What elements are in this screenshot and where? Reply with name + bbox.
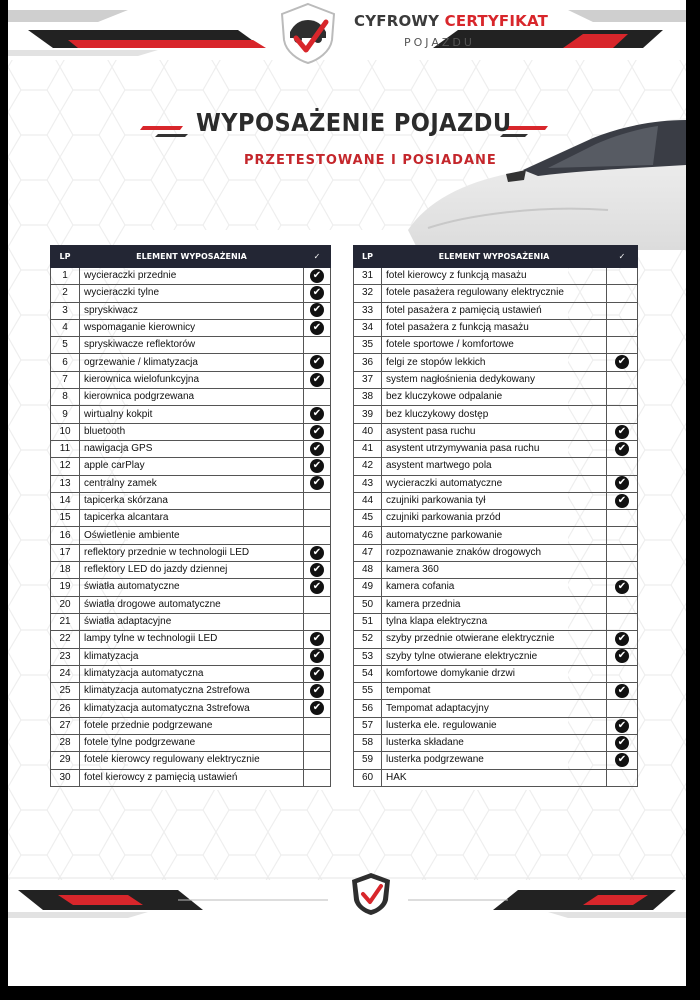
- equipment-name: tapicerka skórzana: [80, 492, 304, 509]
- table-row: [51, 665, 331, 682]
- equipment-name: wycieraczki przednie: [80, 268, 304, 285]
- row-number: 54: [354, 665, 382, 682]
- equipment-name: apple carPlay: [80, 458, 304, 475]
- table-row: [51, 492, 331, 509]
- brand-part2: CERTYFIKAT: [444, 12, 549, 30]
- check-cell: [304, 544, 331, 561]
- table-row: [51, 354, 331, 371]
- row-number: 40: [354, 423, 382, 440]
- check-cell: [304, 440, 331, 457]
- table-row: [51, 683, 331, 700]
- check-cell: [304, 579, 331, 596]
- equipment-name: fotel pasażera z pamięcią ustawień: [382, 302, 607, 319]
- table-row: [51, 562, 331, 579]
- table-row: [51, 752, 331, 769]
- car-illustration: [388, 110, 686, 260]
- check-cell: [304, 665, 331, 682]
- row-number: 58: [354, 735, 382, 752]
- column-header-element: ELEMENT WYPOSAŻENIA: [80, 246, 304, 268]
- equipment-name: fotel pasażera z funkcją masażu: [382, 319, 607, 336]
- check-cell: [304, 648, 331, 665]
- check-cell: [607, 596, 638, 613]
- equipment-name: Tempomat adaptacyjny: [382, 700, 607, 717]
- check-cell: [304, 752, 331, 769]
- check-cell: [304, 285, 331, 302]
- column-header-lp: LP: [51, 246, 80, 268]
- equipment-name: kierownica podgrzewana: [80, 389, 304, 406]
- check-cell: [607, 268, 638, 285]
- check-cell: [607, 406, 638, 423]
- row-number: 47: [354, 544, 382, 561]
- check-circle-icon: ✔: [310, 632, 324, 646]
- table-row: [354, 475, 638, 492]
- check-cell: [607, 423, 638, 440]
- row-number: 33: [354, 302, 382, 319]
- equipment-name: system nagłośnienia dedykowany: [382, 371, 607, 388]
- check-cell: [607, 492, 638, 509]
- check-cell: [304, 354, 331, 371]
- equipment-name: Oświetlenie ambiente: [80, 527, 304, 544]
- brand-name: [354, 12, 548, 30]
- row-number: 48: [354, 562, 382, 579]
- check-cell: [304, 475, 331, 492]
- equipment-name: asystent martwego pola: [382, 458, 607, 475]
- row-number: 56: [354, 700, 382, 717]
- check-cell: [304, 735, 331, 752]
- row-number: 37: [354, 371, 382, 388]
- check-circle-icon: ✔: [615, 442, 629, 456]
- equipment-name: wirtualny kokpit: [80, 406, 304, 423]
- check-circle-icon: ✔: [310, 649, 324, 663]
- row-number: 6: [51, 354, 80, 371]
- row-number: 3: [51, 302, 80, 319]
- row-number: 10: [51, 423, 80, 440]
- equipment-name: wycieraczki tylne: [80, 285, 304, 302]
- table-row: [354, 440, 638, 457]
- check-cell: [607, 458, 638, 475]
- row-number: 15: [51, 510, 80, 527]
- check-cell: [607, 648, 638, 665]
- equipment-name: światła adaptacyjne: [80, 613, 304, 630]
- equipment-name: tempomat: [382, 683, 607, 700]
- check-cell: [607, 354, 638, 371]
- table-row: [51, 302, 331, 319]
- table-row: [51, 337, 331, 354]
- equipment-name: tylna klapa elektryczna: [382, 613, 607, 630]
- equipment-name: reflektory przednie w technologii LED: [80, 544, 304, 561]
- table-row: [354, 562, 638, 579]
- equipment-name: HAK: [382, 769, 607, 786]
- row-number: 21: [51, 613, 80, 630]
- check-cell: [304, 527, 331, 544]
- table-row: [354, 579, 638, 596]
- row-number: 7: [51, 371, 80, 388]
- check-cell: [304, 302, 331, 319]
- equipment-name: klimatyzacja automatyczna 2strefowa: [80, 683, 304, 700]
- equipment-name: fotel kierowcy z funkcją masażu: [382, 268, 607, 285]
- equipment-name: fotel kierowcy z pamięcią ustawień: [80, 769, 304, 786]
- table-row: [354, 769, 638, 786]
- table-row: [51, 631, 331, 648]
- check-cell: [607, 579, 638, 596]
- brand-subtitle: POJAZDU: [404, 36, 475, 49]
- table-row: [354, 371, 638, 388]
- table-row: [354, 285, 638, 302]
- check-circle-icon: ✔: [310, 701, 324, 715]
- table-row: [51, 613, 331, 630]
- check-cell: [304, 458, 331, 475]
- equipment-name: szyby tylne otwierane elektrycznie: [382, 648, 607, 665]
- check-cell: [607, 752, 638, 769]
- check-cell: [607, 527, 638, 544]
- row-number: 18: [51, 562, 80, 579]
- table-row: [51, 475, 331, 492]
- row-number: 43: [354, 475, 382, 492]
- row-number: 16: [51, 527, 80, 544]
- equipment-name: komfortowe domykanie drzwi: [382, 665, 607, 682]
- table-row: [354, 596, 638, 613]
- table-row: [354, 717, 638, 734]
- equipment-name: kierownica wielofunkcyjna: [80, 371, 304, 388]
- equipment-table-left: [50, 245, 331, 787]
- check-cell: [607, 717, 638, 734]
- equipment-name: asystent utrzymywania pasa ruchu: [382, 440, 607, 457]
- equipment-name: bluetooth: [80, 423, 304, 440]
- check-cell: [304, 268, 331, 285]
- equipment-name: klimatyzacja automatyczna: [80, 665, 304, 682]
- check-cell: [607, 683, 638, 700]
- check-cell: [304, 406, 331, 423]
- table-row: [51, 544, 331, 561]
- check-cell: [607, 285, 638, 302]
- equipment-name: spryskiwacz: [80, 302, 304, 319]
- table-row: [51, 389, 331, 406]
- equipment-name: światła automatyczne: [80, 579, 304, 596]
- page-subtitle: PRZETESTOWANE I POSIADANE: [244, 153, 497, 168]
- row-number: 42: [354, 458, 382, 475]
- table-row: [51, 769, 331, 786]
- check-cell: [304, 319, 331, 336]
- equipment-name: lampy tylne w technologii LED: [80, 631, 304, 648]
- table-body-left: [51, 268, 331, 787]
- certificate-page: [8, 0, 686, 986]
- equipment-name: bez kluczykowy dostęp: [382, 406, 607, 423]
- table-row: [354, 631, 638, 648]
- equipment-name: światła drogowe automatyczne: [80, 596, 304, 613]
- check-cell: [304, 562, 331, 579]
- row-number: 27: [51, 717, 80, 734]
- table-row: [354, 700, 638, 717]
- check-cell: [304, 769, 331, 786]
- row-number: 52: [354, 631, 382, 648]
- equipment-name: spryskiwacze reflektorów: [80, 337, 304, 354]
- check-cell: [607, 440, 638, 457]
- row-number: 17: [51, 544, 80, 561]
- table-row: [354, 423, 638, 440]
- row-number: 20: [51, 596, 80, 613]
- row-number: 41: [354, 440, 382, 457]
- row-number: 49: [354, 579, 382, 596]
- table-row: [51, 319, 331, 336]
- row-number: 50: [354, 596, 382, 613]
- table-row: [51, 717, 331, 734]
- row-number: 22: [51, 631, 80, 648]
- equipment-name: bez kluczykowe odpalanie: [382, 389, 607, 406]
- row-number: 29: [51, 752, 80, 769]
- table-row: [354, 510, 638, 527]
- row-number: 19: [51, 579, 80, 596]
- row-number: 32: [354, 285, 382, 302]
- check-circle-icon: ✔: [310, 563, 324, 577]
- equipment-name: fotele sportowe / komfortowe: [382, 337, 607, 354]
- equipment-name: lusterka składane: [382, 735, 607, 752]
- table-header-row: [354, 246, 638, 268]
- row-number: 34: [354, 319, 382, 336]
- check-circle-icon: ✔: [310, 303, 324, 317]
- page-title: WYPOSAŻENIE POJAZDU: [196, 108, 512, 137]
- check-cell: [607, 631, 638, 648]
- row-number: 2: [51, 285, 80, 302]
- equipment-name: reflektory LED do jazdy dziennej: [80, 562, 304, 579]
- equipment-name: tapicerka alcantara: [80, 510, 304, 527]
- equipment-name: fotele przednie podgrzewane: [80, 717, 304, 734]
- check-cell: [304, 371, 331, 388]
- check-cell: [607, 562, 638, 579]
- equipment-name: lusterka ele. regulowanie: [382, 717, 607, 734]
- equipment-name: wspomaganie kierownicy: [80, 319, 304, 336]
- check-cell: [607, 319, 638, 336]
- check-cell: [607, 544, 638, 561]
- check-circle-icon: ✔: [310, 425, 324, 439]
- check-circle-icon: ✔: [310, 459, 324, 473]
- check-circle-icon: ✔: [310, 684, 324, 698]
- row-number: 13: [51, 475, 80, 492]
- check-cell: [607, 389, 638, 406]
- equipment-table-right: [353, 245, 638, 787]
- check-circle-icon: ✔: [615, 649, 629, 663]
- table-body-right: [354, 268, 638, 787]
- column-header-element: ELEMENT WYPOSAŻENIA: [382, 246, 607, 268]
- check-cell: [607, 613, 638, 630]
- table-row: [354, 492, 638, 509]
- table-row: [51, 268, 331, 285]
- row-number: 46: [354, 527, 382, 544]
- check-cell: [607, 665, 638, 682]
- table-row: [354, 683, 638, 700]
- table-row: [354, 406, 638, 423]
- check-cell: [304, 423, 331, 440]
- check-circle-icon: ✔: [310, 407, 324, 421]
- check-cell: [607, 302, 638, 319]
- table-row: [51, 527, 331, 544]
- table-row: [51, 406, 331, 423]
- check-circle-icon: ✔: [615, 719, 629, 733]
- table-row: [51, 423, 331, 440]
- equipment-name: ogrzewanie / klimatyzacja: [80, 354, 304, 371]
- row-number: 26: [51, 700, 80, 717]
- equipment-name: czujniki parkowania tył: [382, 492, 607, 509]
- shield-check-icon: [350, 872, 392, 916]
- check-cell: [607, 337, 638, 354]
- table-row: [354, 389, 638, 406]
- equipment-name: nawigacja GPS: [80, 440, 304, 457]
- equipment-name: rozpoznawanie znaków drogowych: [382, 544, 607, 561]
- row-number: 45: [354, 510, 382, 527]
- row-number: 31: [354, 268, 382, 285]
- check-cell: [607, 700, 638, 717]
- check-cell: [607, 769, 638, 786]
- equipment-name: kamera cofania: [382, 579, 607, 596]
- equipment-name: fotele tylne podgrzewane: [80, 735, 304, 752]
- equipment-name: kamera 360: [382, 562, 607, 579]
- table-row: [354, 613, 638, 630]
- row-number: 39: [354, 406, 382, 423]
- equipment-name: wycieraczki automatyczne: [382, 475, 607, 492]
- equipment-name: lusterka podgrzewane: [382, 752, 607, 769]
- row-number: 11: [51, 440, 80, 457]
- table-row: [51, 700, 331, 717]
- row-number: 12: [51, 458, 80, 475]
- table-row: [51, 371, 331, 388]
- table-row: [51, 648, 331, 665]
- table-row: [354, 648, 638, 665]
- row-number: 25: [51, 683, 80, 700]
- column-header-check: ✓: [304, 246, 331, 268]
- table-row: [51, 579, 331, 596]
- check-cell: [304, 596, 331, 613]
- check-circle-icon: ✔: [615, 355, 629, 369]
- table-row: [51, 735, 331, 752]
- row-number: 24: [51, 665, 80, 682]
- table-row: [354, 544, 638, 561]
- check-circle-icon: ✔: [310, 373, 324, 387]
- check-circle-icon: ✔: [310, 667, 324, 681]
- check-circle-icon: ✔: [615, 684, 629, 698]
- row-number: 4: [51, 319, 80, 336]
- check-circle-icon: ✔: [310, 321, 324, 335]
- row-number: 5: [51, 337, 80, 354]
- shield-car-logo-icon: [278, 2, 338, 64]
- check-cell: [304, 389, 331, 406]
- row-number: 38: [354, 389, 382, 406]
- table-row: [51, 285, 331, 302]
- table-row: [354, 319, 638, 336]
- check-cell: [607, 371, 638, 388]
- check-cell: [304, 683, 331, 700]
- column-header-check: ✓: [607, 246, 638, 268]
- table-row: [354, 302, 638, 319]
- equipment-name: asystent pasa ruchu: [382, 423, 607, 440]
- table-row: [354, 735, 638, 752]
- row-number: 35: [354, 337, 382, 354]
- check-cell: [607, 510, 638, 527]
- equipment-name: centralny zamek: [80, 475, 304, 492]
- row-number: 44: [354, 492, 382, 509]
- table-row: [51, 440, 331, 457]
- check-circle-icon: ✔: [310, 269, 324, 283]
- equipment-name: czujniki parkowania przód: [382, 510, 607, 527]
- check-circle-icon: ✔: [615, 476, 629, 490]
- table-row: [51, 458, 331, 475]
- row-number: 9: [51, 406, 80, 423]
- equipment-name: klimatyzacja automatyczna 3strefowa: [80, 700, 304, 717]
- row-number: 51: [354, 613, 382, 630]
- row-number: 55: [354, 683, 382, 700]
- table-header-row: [51, 246, 331, 268]
- check-circle-icon: ✔: [310, 580, 324, 594]
- check-cell: [304, 631, 331, 648]
- row-number: 53: [354, 648, 382, 665]
- table-row: [354, 268, 638, 285]
- check-circle-icon: ✔: [310, 355, 324, 369]
- table-row: [51, 510, 331, 527]
- check-circle-icon: ✔: [615, 494, 629, 508]
- brand-part1: CYFROWY: [354, 12, 440, 30]
- column-header-lp: LP: [354, 246, 382, 268]
- equipment-name: fotele kierowcy regulowany elektrycznie: [80, 752, 304, 769]
- table-row: [354, 354, 638, 371]
- row-number: 14: [51, 492, 80, 509]
- table-row: [354, 458, 638, 475]
- check-circle-icon: ✔: [615, 580, 629, 594]
- check-circle-icon: ✔: [615, 632, 629, 646]
- check-cell: [304, 337, 331, 354]
- row-number: 1: [51, 268, 80, 285]
- row-number: 28: [51, 735, 80, 752]
- table-row: [354, 665, 638, 682]
- check-cell: [304, 492, 331, 509]
- check-cell: [607, 475, 638, 492]
- check-circle-icon: ✔: [310, 442, 324, 456]
- row-number: 30: [51, 769, 80, 786]
- check-circle-icon: ✔: [310, 476, 324, 490]
- table-row: [51, 596, 331, 613]
- table-row: [354, 752, 638, 769]
- equipment-name: automatyczne parkowanie: [382, 527, 607, 544]
- check-circle-icon: ✔: [615, 736, 629, 750]
- row-number: 57: [354, 717, 382, 734]
- check-circle-icon: ✔: [310, 286, 324, 300]
- equipment-name: fotele pasażera regulowany elektrycznie: [382, 285, 607, 302]
- table-row: [354, 337, 638, 354]
- row-number: 23: [51, 648, 80, 665]
- equipment-name: felgi ze stopów lekkich: [382, 354, 607, 371]
- check-cell: [304, 510, 331, 527]
- check-cell: [304, 700, 331, 717]
- equipment-name: szyby przednie otwierane elektrycznie: [382, 631, 607, 648]
- row-number: 8: [51, 389, 80, 406]
- check-circle-icon: ✔: [615, 753, 629, 767]
- check-circle-icon: ✔: [310, 546, 324, 560]
- row-number: 60: [354, 769, 382, 786]
- check-cell: [304, 717, 331, 734]
- equipment-name: klimatyzacja: [80, 648, 304, 665]
- check-circle-icon: ✔: [615, 425, 629, 439]
- equipment-name: kamera przednia: [382, 596, 607, 613]
- row-number: 59: [354, 752, 382, 769]
- row-number: 36: [354, 354, 382, 371]
- check-cell: [304, 613, 331, 630]
- table-row: [354, 527, 638, 544]
- check-cell: [607, 735, 638, 752]
